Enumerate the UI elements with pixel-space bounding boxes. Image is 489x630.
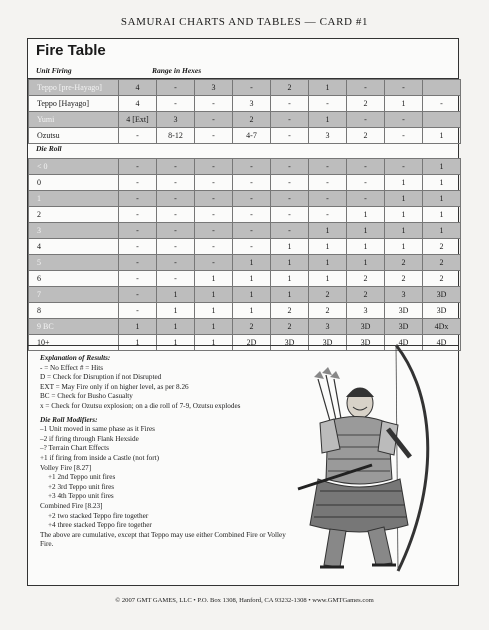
explanation-line: D = Check for Disruption if not Disrupted [40,373,162,382]
range-label: Range in Hexes [152,66,202,75]
table-cell: 1 [233,255,271,271]
table-cell: - [233,207,271,223]
table-cell: - [195,159,233,175]
modifier-line: –? Terrain Chart Effects [40,444,109,453]
table-cell: 1 [423,159,461,175]
die-roll-row [29,175,461,191]
table-cell: 2 [347,271,385,287]
table-cell: 3D [347,319,385,335]
footer-copyright: © 2007 GMT GAMES, LLC • P.O. Box 1308, Hanford, CA 93232-1308 • www.GMTGames.com [115,597,374,604]
die-roll-row [29,303,461,319]
table-cell: - [119,207,157,223]
unit-row [29,96,461,112]
modifier-line: –1 Unit moved in same phase as it Fires [40,425,155,434]
table-cell: 1 [309,112,347,128]
table-cell: - [195,191,233,207]
table-cell: 2 [423,239,461,255]
table-cell: 3 [309,128,347,144]
table-cell: 1 [309,223,347,239]
die-roll-row-label: 7 [29,287,119,303]
table-cell: - [271,191,309,207]
explanation-heading: Explanation of Results: [40,354,111,362]
table-cell: 1 [309,80,347,96]
table-cell: 2 [233,112,271,128]
table-cell: 1 [423,175,461,191]
table-cell: - [271,159,309,175]
table-cell: 2 [271,319,309,335]
die-roll-row-label: 0 [29,175,119,191]
table-cell: - [195,96,233,112]
volley-line: +2 3rd Teppo unit fires [48,482,115,491]
table-cell: 3 [233,96,271,112]
explanation-line: x = Check for Ozutsu explosion; on a die roll of 7-9, Ozutsu explodes [40,401,241,410]
table-cell: 1 [233,271,271,287]
table-cell: 3D [309,335,347,351]
table-cell: - [157,159,195,175]
table-cell: 3D [385,319,423,335]
unit-row-label: Ozutsu [29,128,119,144]
unit-row-label: Yumi [29,112,119,128]
table-cell: 1 [347,239,385,255]
table-cell: 8-12 [157,128,195,144]
table-cell: 2 [423,271,461,287]
table-cell: 1 [423,191,461,207]
volley-fire-heading: Volley Fire [8.27] [40,463,92,472]
table-cell: - [195,255,233,271]
explanation-line: EXT = May Fire only if on higher level, as per 8.26 [40,382,189,391]
table-cell: 1 [157,335,195,351]
table-cell: 2 [423,255,461,271]
die-roll-row [29,319,461,335]
die-roll-row [29,271,461,287]
table-cell: - [119,175,157,191]
table-cell: - [157,255,195,271]
table-cell: 1 [157,319,195,335]
table-cell: - [119,239,157,255]
unit-firing-table [28,79,461,144]
column-header-row [28,65,458,78]
table-cell: 1 [271,239,309,255]
table-cell [423,112,461,128]
die-roll-row-label: 6 [29,271,119,287]
table-cell: - [271,207,309,223]
table-cell: - [157,207,195,223]
table-cell: 3 [385,287,423,303]
table-cell: 1 [347,255,385,271]
unit-firing-label: Unit Firing [36,66,72,75]
table-cell: - [157,271,195,287]
table-cell: 1 [271,271,309,287]
table-cell: 2D [233,335,271,351]
table-cell: - [119,271,157,287]
table-cell: 3 [347,303,385,319]
table-cell: - [195,223,233,239]
table-cell: 4 [Ext] [119,112,157,128]
table-cell: - [347,159,385,175]
table-cell: 1 [233,287,271,303]
table-cell: 1 [119,319,157,335]
table-cell: 2 [233,319,271,335]
table-cell: - [157,223,195,239]
table-cell: 3 [195,80,233,96]
table-cell: 1 [347,207,385,223]
table-cell: 1 [385,96,423,112]
table-cell: 4 [119,96,157,112]
table-cell: - [271,223,309,239]
explanation-block [40,354,290,550]
table-cell: - [157,80,195,96]
table-cell: - [309,159,347,175]
table-cell: 4-7 [233,128,271,144]
table-cell: - [347,191,385,207]
table-cell: 1 [385,239,423,255]
table-cell: 1 [271,287,309,303]
table-cell: - [233,223,271,239]
table-cell: 1 [195,303,233,319]
table-cell: - [271,112,309,128]
unit-row [29,112,461,128]
die-roll-row [29,191,461,207]
unit-row-label: Teppo [Hayago] [29,96,119,112]
table-cell: 1 [423,128,461,144]
table-cell: 3D [423,287,461,303]
die-roll-row-label: 10+ [29,335,119,351]
table-cell: - [271,96,309,112]
table-cell: 1 [233,303,271,319]
table-cell: 1 [271,255,309,271]
table-cell: - [157,239,195,255]
table-cell: 2 [271,303,309,319]
table-cell: 1 [385,223,423,239]
table-cell: 2 [347,128,385,144]
table-cell: 1 [195,287,233,303]
table-cell: - [385,80,423,96]
table-cell: - [233,191,271,207]
card-header: SAMURAI CHARTS AND TABLES — CARD #1 [120,16,369,28]
table-cell: 3 [309,319,347,335]
table-cell: - [157,175,195,191]
table-cell: 1 [347,223,385,239]
unit-row-label: Teppo [pre-Hayago] [29,80,119,96]
table-cell: - [309,207,347,223]
table-cell: - [119,191,157,207]
die-roll-row-label: 4 [29,239,119,255]
die-roll-row-label: 3 [29,223,119,239]
table-cell: - [309,175,347,191]
combined-line: +4 three stacked Teppo fire together [48,521,152,530]
die-roll-row-label: 8 [29,303,119,319]
table-cell: 2 [385,271,423,287]
table-cell: 1 [157,287,195,303]
table-cell: - [347,80,385,96]
table-cell [423,80,461,96]
table-cell: - [195,239,233,255]
modifier-line: –2 if firing through Flank Hexside [40,434,139,443]
table-cell: - [119,303,157,319]
table-cell: - [119,255,157,271]
explanation-line: - = No Effect # = Hits [40,363,104,372]
table-cell: - [233,80,271,96]
table-cell: - [119,159,157,175]
table-cell: 3D [271,335,309,351]
card-frame [27,38,459,586]
die-roll-label: Die Roll [36,144,62,153]
table-cell: 1 [309,239,347,255]
table-cell: 3D [423,303,461,319]
unit-row [29,128,461,144]
table-cell: - [309,191,347,207]
table-cell: 4 [119,80,157,96]
table-cell: - [385,159,423,175]
die-roll-table [28,158,461,351]
table-cell: - [385,128,423,144]
table-cell: 2 [385,255,423,271]
die-roll-row-label: 2 [29,207,119,223]
die-roll-row [29,207,461,223]
table-cell: 1 [195,271,233,287]
table-cell: - [157,191,195,207]
modifiers-heading: Die Roll Modifiers: [40,415,98,424]
table-cell: - [385,112,423,128]
table-cell: 1 [423,223,461,239]
table-cell: 4D [423,335,461,351]
table-cell: - [195,128,233,144]
table-cell: 3 [157,112,195,128]
cumulative-note: The above are cumulative, except that Teppo may use either Combined Fire or Volley Fire. [40,530,286,549]
table-cell: - [233,175,271,191]
table-cell: - [233,159,271,175]
table-cell: 1 [385,191,423,207]
explanation-line: BC = Check for Busho Casualty [40,392,133,401]
table-cell: 1 [423,207,461,223]
table-cell: - [309,96,347,112]
table-cell: - [119,128,157,144]
table-cell: 1 [385,207,423,223]
table-cell: 1 [385,175,423,191]
table-cell: - [271,128,309,144]
combined-fire-heading: Combined Fire [8.23] [40,501,103,510]
table-cell: - [347,175,385,191]
samurai-archer-illustration [268,339,448,579]
die-roll-row [29,159,461,175]
table-cell: 1 [309,271,347,287]
table-cell: 3D [385,303,423,319]
die-roll-row [29,239,461,255]
die-roll-row [29,223,461,239]
volley-line: +3 4th Teppo unit fires [48,492,114,501]
die-roll-row-label: < 0 [29,159,119,175]
combined-line: +2 two stacked Teppo fire together [48,511,149,520]
table-cell: 1 [309,255,347,271]
table-cell: - [233,239,271,255]
table-cell: 4D [385,335,423,351]
table-cell: 2 [347,96,385,112]
table-cell: 2 [309,303,347,319]
table-cell: - [423,96,461,112]
table-cell: - [119,223,157,239]
table-cell: 2 [309,287,347,303]
die-roll-row [29,287,461,303]
table-cell: 2 [271,80,309,96]
unit-row [29,80,461,96]
table-cell: - [195,175,233,191]
die-roll-row-label: 9 BC [29,319,119,335]
table-cell: 3D [347,335,385,351]
table-cell: 1 [195,335,233,351]
die-roll-header-row [28,143,458,156]
table-cell: 2 [347,287,385,303]
table-cell: - [347,112,385,128]
table-cell: - [195,112,233,128]
die-roll-row-label: 5 [29,255,119,271]
die-roll-row-label: 1 [29,191,119,207]
volley-line: +1 2nd Teppo unit fires [48,473,116,482]
table-cell: 4Dx [423,319,461,335]
table-cell: - [271,175,309,191]
table-cell: - [119,287,157,303]
table-cell: - [195,207,233,223]
fire-table-title: Fire Table [36,42,106,59]
table-cell: 1 [157,303,195,319]
table-cell: - [157,96,195,112]
die-roll-row [29,255,461,271]
modifier-line: +1 if firing from inside a Castle (not fort) [40,453,160,462]
table-cell: 1 [195,319,233,335]
table-cell: 1 [119,335,157,351]
